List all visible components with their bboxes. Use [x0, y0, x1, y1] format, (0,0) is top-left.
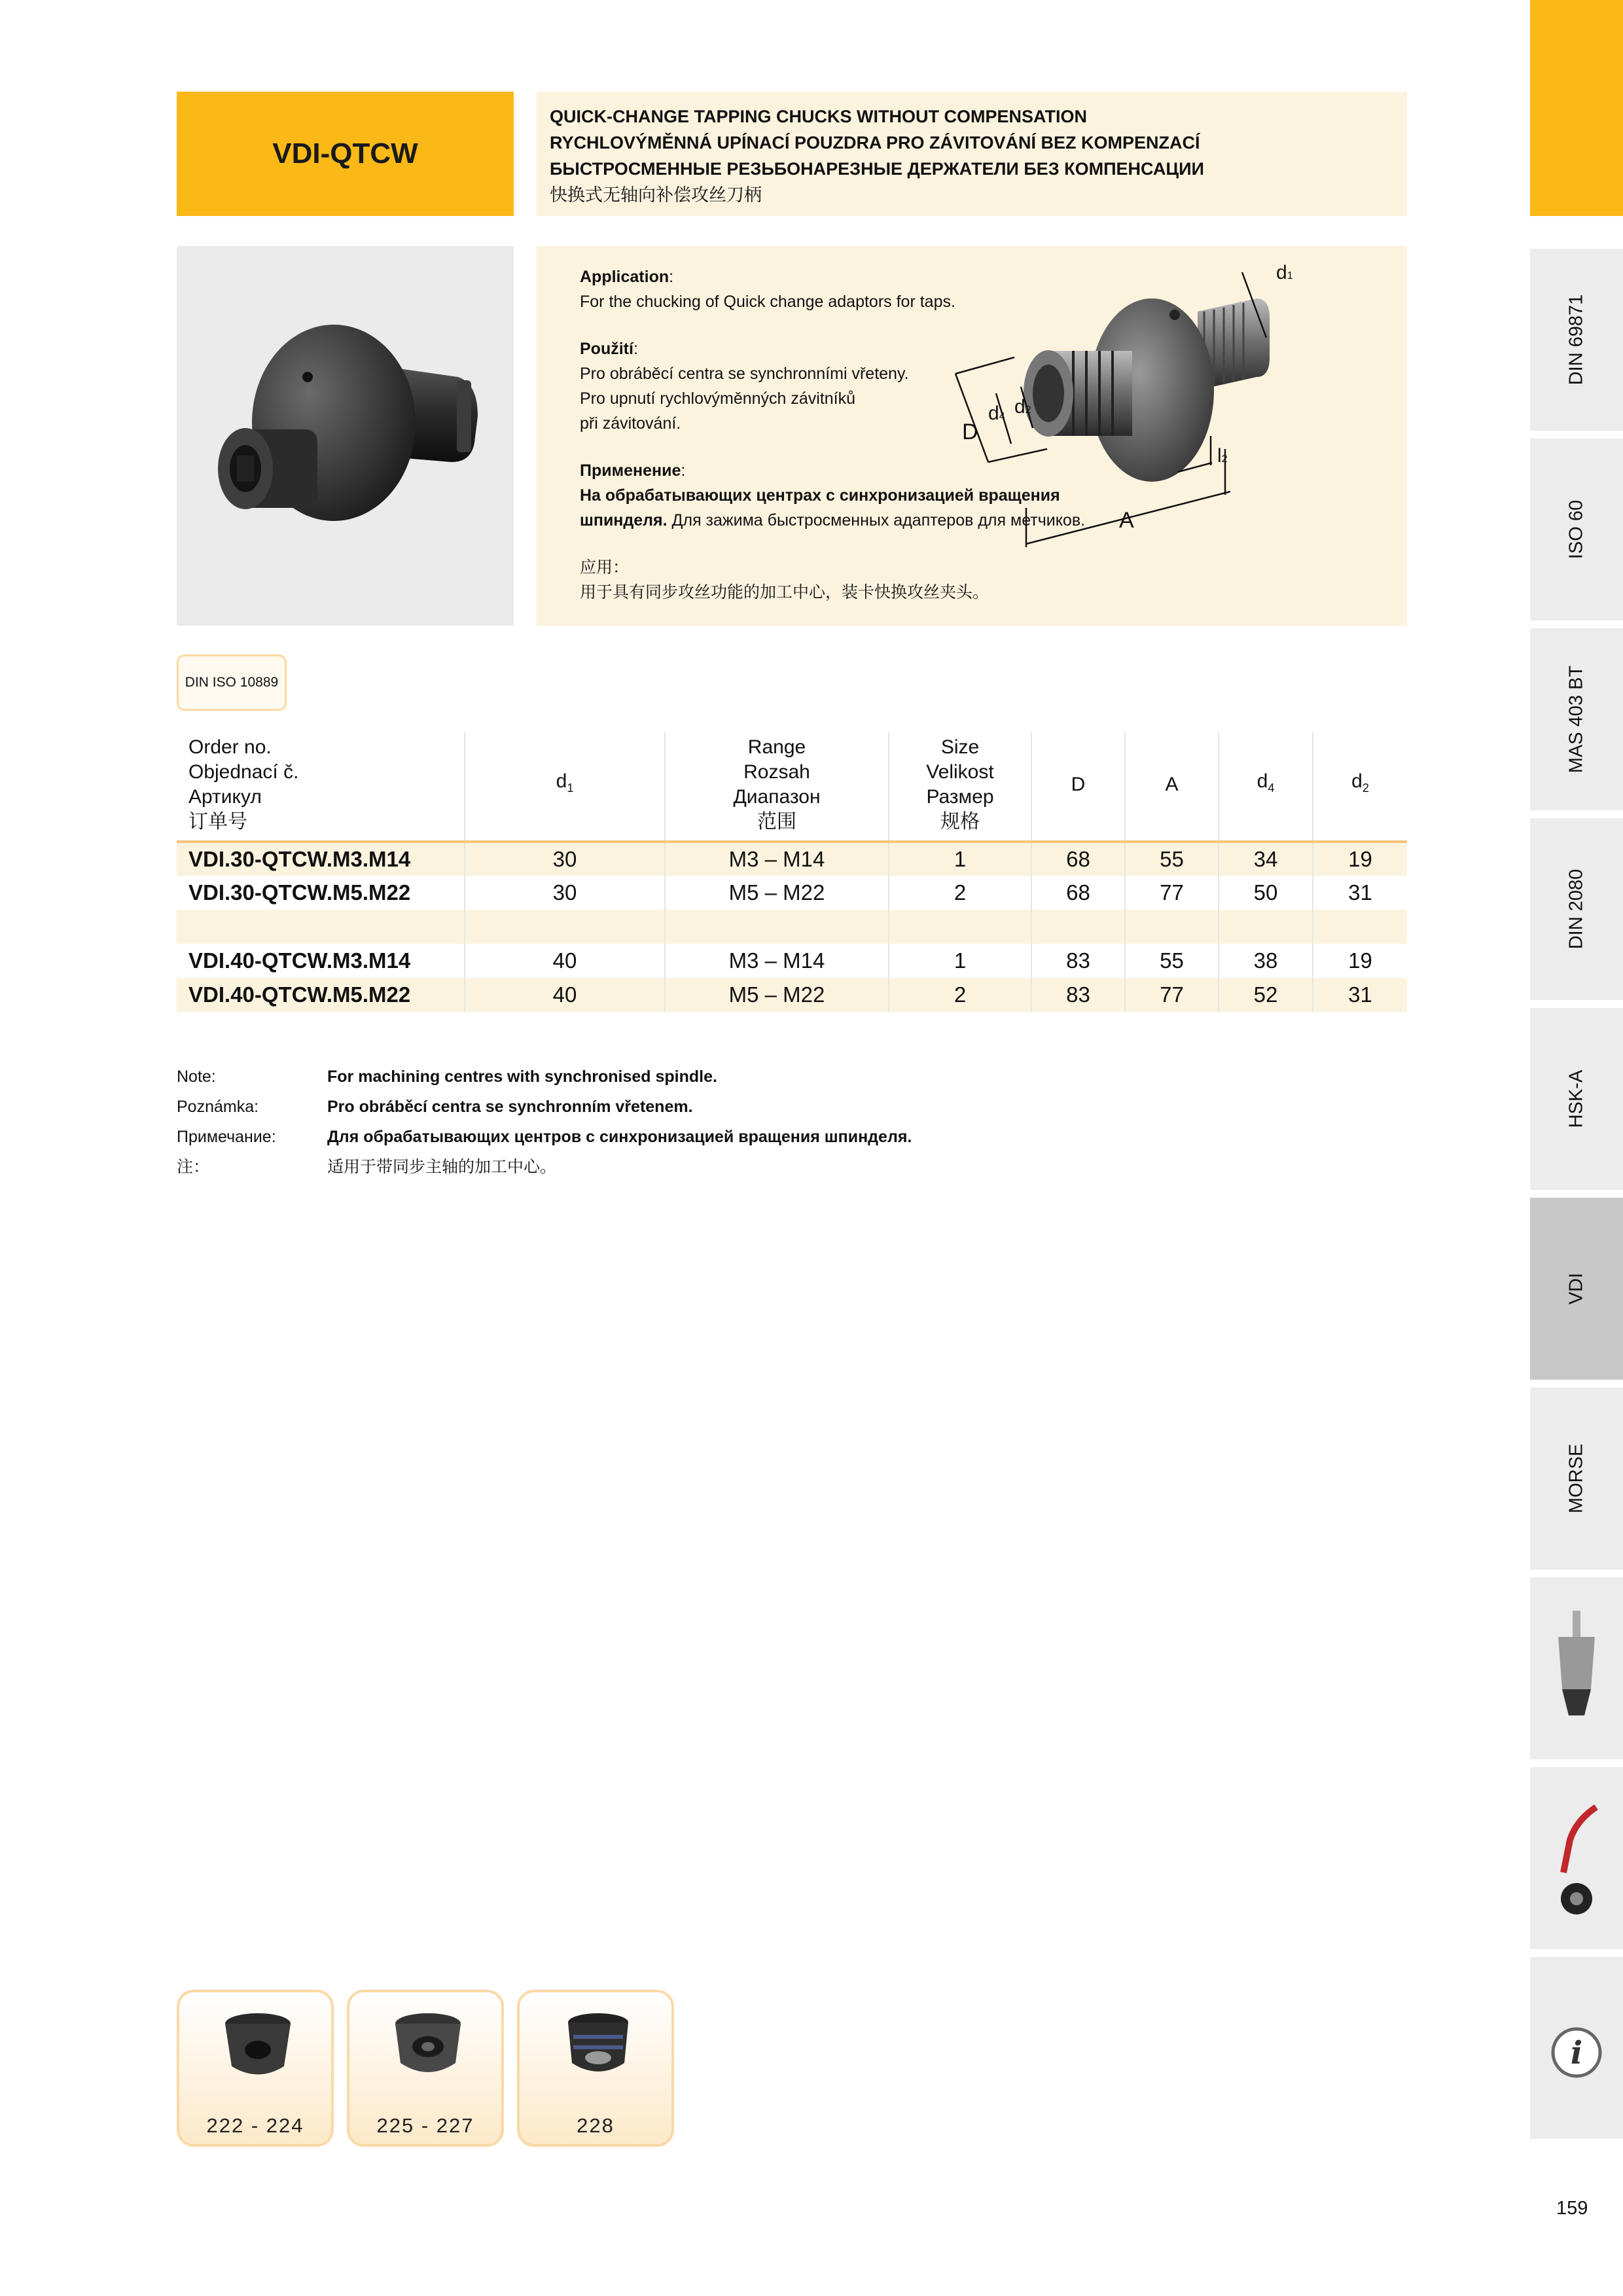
cell-range: M3 – M14	[665, 842, 889, 876]
application-text: Application: For the chucking of Quick change adaptors for taps. Použití: Pro obráběcí centra se synchronními vřeteny. Pro upnutí rychlovýměnných závitníků při závitování. Применение: На обрабатывающих центрах с синхронизацией вращения шпинделя. Для зажима быстросменных адаптеров для метчиков. 应用： 用于具有同步攻丝功能的加工中心，装卡快换攻丝夹头。	[580, 264, 1143, 605]
cell-size: 2	[889, 876, 1031, 910]
header-d2: $d_2$	[1351, 770, 1369, 795]
related-page-number: 222 - 224	[206, 2114, 304, 2137]
cell-A: 77	[1125, 876, 1219, 910]
wrench-nut-icon	[1550, 1801, 1603, 1918]
cell-d1: 30	[465, 876, 665, 910]
cell-range: M5 – M22	[665, 876, 889, 910]
table-row	[177, 876, 1407, 910]
header-d4: $d_4$	[1219, 732, 1313, 842]
note-value: 适用于带同步主轴的加工中心。	[327, 1158, 557, 1176]
application-text-ru-2: шпинделя.	[580, 511, 668, 529]
note-value: For machining centres with synchronised spindle.	[327, 1067, 717, 1086]
cell-A: 55	[1125, 842, 1219, 876]
related-page-link-228[interactable]	[517, 1990, 674, 2147]
sidebar-tab-vdi[interactable]: VDI	[1530, 1195, 1623, 1380]
table-header-row	[177, 732, 1407, 842]
application-label-cz: Použití	[580, 340, 633, 358]
cell-size: 1	[889, 944, 1031, 978]
subtitle-ru: БЫСТРОСМЕННЫЕ РЕЗЬБОНАРЕЗНЫЕ ДЕРЖАТЕЛИ БЕЗ КОМПЕНСАЦИИ	[550, 159, 1204, 179]
cell-d1: 40	[465, 944, 665, 978]
note-key: Note:	[177, 1067, 216, 1086]
table-row	[177, 944, 1407, 978]
cell-size: 2	[889, 978, 1031, 1012]
diagram-label-d4: d4	[988, 403, 1005, 424]
sidebar-tab-iso-60[interactable]: ISO 60	[1530, 436, 1623, 620]
application-text-cz-2: Pro upnutí rychlovýměnných závitníků	[580, 389, 856, 408]
application-text-ru-3: Для зажима быстросменных адаптеров для метчиков.	[671, 511, 1086, 529]
subtitle-cz: RYCHLOVÝMĚNNÁ UPÍNACÍ POUZDRA PRO ZÁVITOVÁNÍ BEZ KOMPENZACÍ	[550, 133, 1200, 152]
application-text-ru-1: На обрабатывающих центрах с синхронизацией вращения	[580, 486, 1060, 505]
cell-d2: 19	[1313, 842, 1407, 876]
page-number: 159	[1556, 2198, 1588, 2219]
application-label-en: Application	[580, 268, 669, 286]
sidebar-tab-hsk-a[interactable]: HSK-A	[1530, 1005, 1623, 1190]
cell-A: 77	[1125, 978, 1219, 1012]
cell-d2: 19	[1348, 948, 1372, 973]
cell-d4: 34	[1219, 842, 1313, 876]
note-key: 注：	[177, 1158, 210, 1176]
sidebar-tab-morse[interactable]: MORSE	[1530, 1385, 1623, 1570]
note-value: Для обрабатывающих центров с синхронизацией вращения шпинделя.	[327, 1128, 912, 1146]
note-row	[177, 1152, 912, 1182]
table-row-empty	[177, 910, 1407, 944]
title-box	[177, 92, 514, 216]
sidebar-tab-info[interactable]	[1530, 1954, 1623, 2139]
cell-D: 83	[1031, 944, 1125, 978]
cell-range: M3 – M14	[665, 944, 889, 978]
note-value: Pro obráběcí centra se synchronním vřetenem.	[327, 1098, 693, 1116]
sidebar-tab-mas-403-bt[interactable]: MAS 403 BT	[1530, 626, 1623, 810]
diagram-label-d2: d2	[1014, 396, 1031, 418]
diagram-label-d1: d1	[1276, 262, 1293, 283]
header-A: A	[1125, 732, 1219, 842]
cell-D: 83	[1031, 978, 1125, 1012]
related-page-link-222[interactable]	[177, 1990, 334, 2147]
header-D: D	[1031, 732, 1125, 842]
application-label-cn: 应用	[580, 558, 613, 577]
related-page-link-225[interactable]	[347, 1990, 504, 2147]
header-d1: $d_1$	[465, 732, 665, 842]
application-box	[537, 246, 1407, 626]
note-key: Примечание:	[177, 1128, 276, 1146]
tapping-adaptor-icon	[382, 2004, 474, 2089]
cell-order: VDI.30-QTCW.M5.M22	[177, 876, 465, 910]
vdi-holder-image	[177, 246, 514, 626]
cell-d4: 50	[1219, 876, 1313, 910]
cell-D: 68	[1031, 876, 1125, 910]
related-page-number: 228	[577, 2114, 615, 2137]
cell-D: 68	[1031, 842, 1125, 876]
subtitle-box	[537, 92, 1407, 216]
notes	[177, 1062, 912, 1182]
table-row	[177, 842, 1407, 876]
subtitle-en: QUICK-CHANGE TAPPING CHUCKS WITHOUT COMPENSATION	[550, 107, 1087, 126]
cell-d2: 31	[1313, 978, 1407, 1012]
tapping-adaptor-icon	[552, 2004, 644, 2089]
cell-d1: 30	[465, 842, 665, 876]
tapping-adaptor-icon	[212, 2004, 304, 2089]
application-text-en: For the chucking of Quick change adaptors for taps.	[580, 293, 955, 311]
cell-order: VDI.30-QTCW.M3.M14	[177, 842, 465, 876]
page-title: VDI-QTCW	[272, 137, 418, 170]
product-table	[177, 732, 1407, 1012]
sidebar-tab-accessories[interactable]	[1530, 1765, 1623, 1949]
cell-d2: 31	[1348, 880, 1372, 905]
sidebar-tab-din-69871[interactable]: DIN 69871	[1530, 246, 1623, 431]
note-key: Poznámka:	[177, 1098, 259, 1116]
application-text-cz-1: Pro obráběcí centra se synchronními vřeteny.	[580, 365, 909, 383]
standard-badge: DIN ISO 10889	[177, 655, 287, 711]
cell-range: M5 – M22	[665, 978, 889, 1012]
diagram-label-D: D	[962, 420, 978, 444]
application-text-cz-3: při závitování.	[580, 414, 681, 433]
sidebar-accent	[1530, 0, 1623, 216]
cell-d1: 40	[465, 978, 665, 1012]
cell-order: VDI.40-QTCW.M5.M22	[177, 978, 465, 1012]
note-row	[177, 1062, 912, 1092]
diagram-label-A: A	[1119, 508, 1134, 533]
cell-d4: 38	[1219, 944, 1313, 978]
sidebar-tab-din-2080[interactable]: DIN 2080	[1530, 816, 1623, 1000]
product-photo	[177, 246, 514, 626]
diagram-label-l2: l2	[1217, 445, 1228, 467]
info-icon	[1550, 1990, 1603, 2108]
header-size: Size Velikost Размер 规格	[889, 732, 1031, 842]
subtitle-cn: 快换式无轴向补偿攻丝刀柄	[550, 185, 762, 205]
cell-size: 1	[889, 842, 1031, 876]
table-row	[177, 978, 1407, 1012]
note-row	[177, 1092, 912, 1122]
svg-text:i: i	[1570, 2035, 1583, 2072]
note-row	[177, 1122, 912, 1152]
application-text-cn: 用于具有同步攻丝功能的加工中心，装卡快换攻丝夹头。	[580, 583, 990, 601]
application-label-ru: Применение	[580, 461, 681, 480]
related-page-number: 225 - 227	[376, 2114, 474, 2137]
header-order-no: Order no. Objednací č. Артикул 订单号	[177, 732, 465, 842]
cell-order: VDI.40-QTCW.M3.M14	[177, 944, 465, 978]
header-range: Range Rozsah Диапазон 范围	[665, 732, 889, 842]
drill-chuck-icon	[1550, 1611, 1603, 1729]
dimension-diagram	[929, 253, 1400, 619]
cell-A: 55	[1125, 944, 1219, 978]
cell-d4: 52	[1219, 978, 1313, 1012]
sidebar-tab-drill-chucks[interactable]	[1530, 1575, 1623, 1759]
